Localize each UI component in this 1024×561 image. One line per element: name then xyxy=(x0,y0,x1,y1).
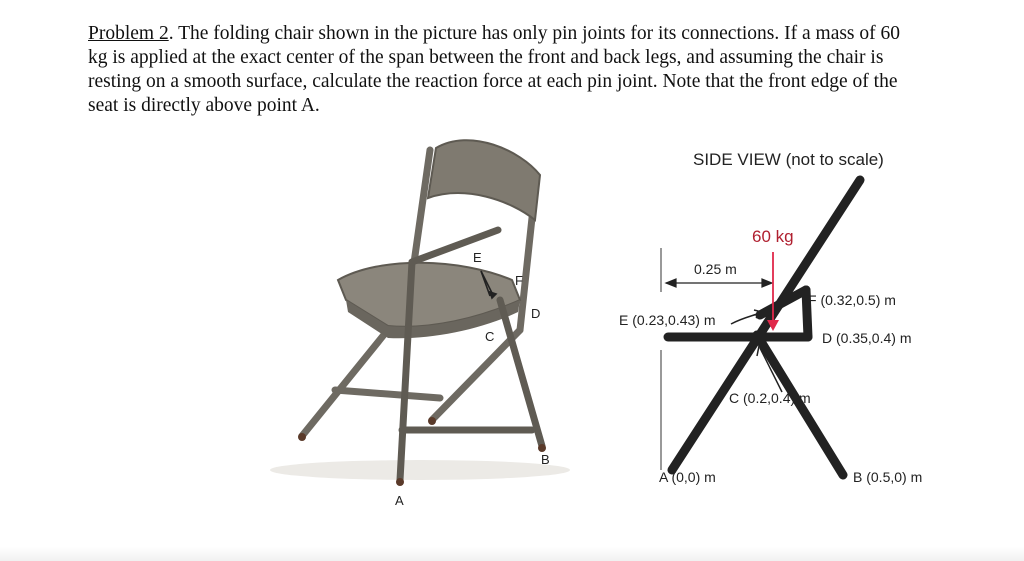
pointer-e xyxy=(731,313,760,324)
backrest xyxy=(428,140,540,220)
load-label: 60 kg xyxy=(752,227,794,246)
point-label-d: D (0.35,0.4) m xyxy=(822,330,912,346)
photo-label-b: B xyxy=(541,452,550,467)
front-leg-upper xyxy=(412,230,498,262)
rear-crossbar xyxy=(335,390,440,398)
photo-label-e: E xyxy=(473,250,482,265)
side-view-title: SIDE VIEW (not to scale) xyxy=(693,150,884,169)
photo-label-c: C xyxy=(485,329,495,344)
problem-label: Problem 2 xyxy=(88,23,169,44)
bottom-fade xyxy=(0,547,1024,561)
point-label-c: C (0.2,0.4) m xyxy=(729,390,811,406)
point-label-a: A (0,0) m xyxy=(659,469,716,485)
floor-shadow xyxy=(270,460,570,480)
dimension-arrow-right xyxy=(762,279,772,287)
foot xyxy=(428,417,436,425)
chair-photo xyxy=(270,140,570,508)
photo-label-d: D xyxy=(531,306,541,321)
foot xyxy=(298,433,306,441)
photo-label-f: F xyxy=(515,273,523,288)
dimension-arrow-left xyxy=(666,279,676,287)
rear-leg-right xyxy=(432,330,520,420)
point-label-f: F (0.32,0.5) m xyxy=(808,292,896,308)
problem-text: . The folding chair shown in the picture has only pin joints for its connections. If a mass of 60 kg is applied at the exact center of the span between the front and back legs, and assuming the chair is resting on a smooth surface, calculate the reaction force at each pin joint. Note that the front edge of the seat is directly above point A. xyxy=(88,23,901,116)
dimension-label: 0.25 m xyxy=(694,261,737,277)
foot xyxy=(538,444,546,452)
side-view xyxy=(619,150,922,485)
point-label-b: B (0.5,0) m xyxy=(853,469,923,485)
foot xyxy=(396,478,404,486)
photo-label-a: A xyxy=(395,493,404,508)
point-label-e: E (0.23,0.43) m xyxy=(619,312,716,328)
